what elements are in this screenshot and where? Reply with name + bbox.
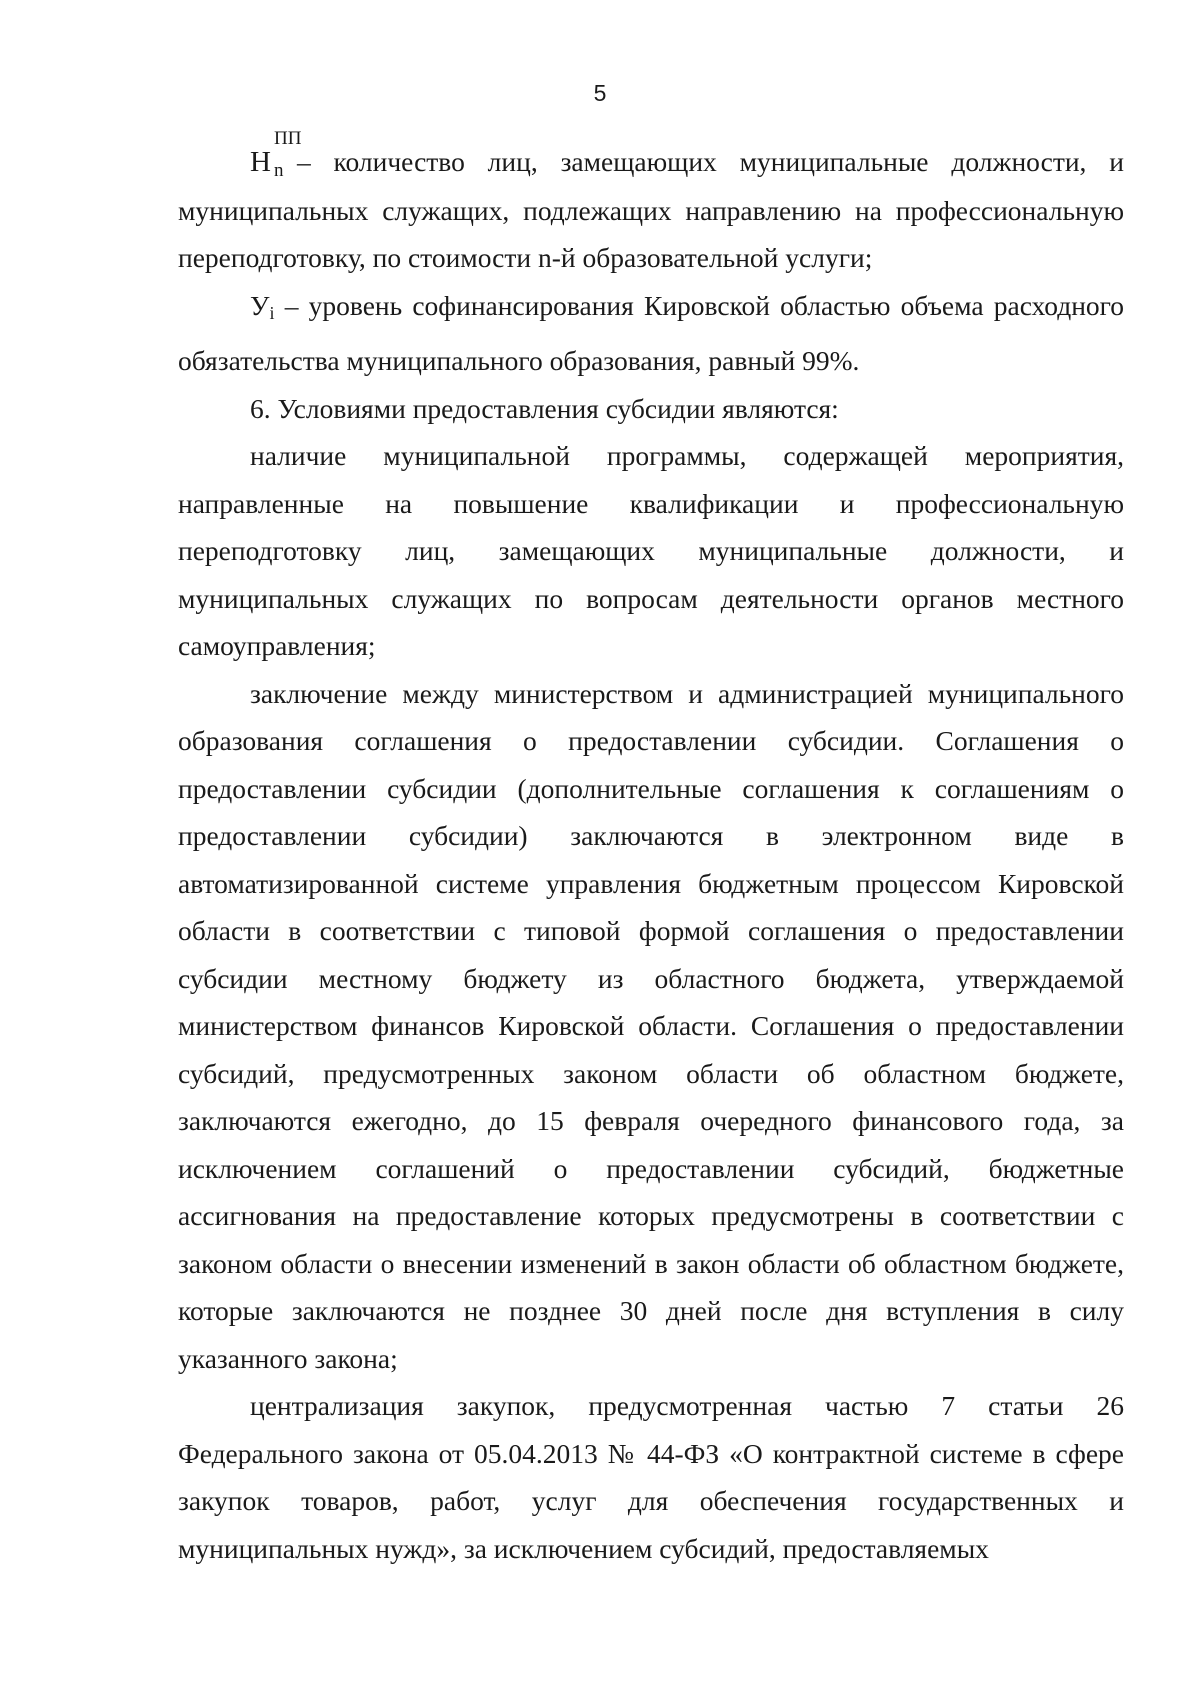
definition-npp-text: – количество лиц, замещающих муниципальные должности, и муниципальных служащих, подлежащих направлению на профессиональную переподготовку, по стоимости n-й образовательной услуги; (178, 146, 1124, 273)
paragraph-condition-procurement: централизация закупок, предусмотренная частью 7 статьи 26 Федерального закона от 05.04.2013 № 44-ФЗ «О контрактной системе в сфере закупок товаров, работ, услуг для обеспечения государственных и муниципальных нужд», за исключением субсидий, предоставляемых (178, 1390, 1124, 1564)
section-heading-conditions: 6. Условиями предоставления субсидии являются: (250, 392, 839, 424)
document-body (178, 128, 1125, 1572)
formula-subscript-yi: i (269, 302, 275, 323)
formula-symbol-npp: Н ПП n (250, 128, 302, 181)
paragraph-condition-agreement: заключение между министерством и администрацией муниципального образования соглашения о предоставлении субсидии. Соглашения о предоставлении субсидии (дополнительные соглашения к соглашениям о предоставлении субсидии) заключаются в электронном виде в автоматизированной системе управления бюджетным процессом Кировской области в соответствии с типовой формой соглашения о предоставлении субсидии местному бюджету из областного бюджета, утверждаемой министерством финансов Кировской области. Соглашения о предоставлении субсидий, предусмотренных законом области об областном бюджете, заключаются ежегодно, до 15 февраля очередного финансового года, за исключением соглашений о предоставлении субсидий, бюджетные ассигнования на предоставление которых предусмотрены в соответствии с законом области о внесении изменений в закон области об областном бюджете, которые заключаются не позднее 30 дней после дня вступления в силу указанного закона; (178, 677, 1124, 1374)
definition-yi (178, 282, 1124, 385)
paragraph-condition-program: наличие муниципальной программы, содержащей мероприятия, направленные на повышение квалификации и профессиональную переподготовку лиц, замещающих муниципальные должности, и муниципальных служащих по вопросам деятельности органов местного самоуправления; (178, 440, 1124, 661)
formula-subscript: n (274, 160, 284, 181)
formula-superscript: ПП (274, 128, 302, 149)
formula-symbol-yi: У (250, 289, 270, 321)
page-number: 5 (593, 80, 607, 106)
definition-yi-text: – уровень софинансирования Кировской областью объема расходного обязательства муниципального образования, равный 99%. (178, 289, 1125, 376)
definition-npp (178, 128, 1124, 282)
